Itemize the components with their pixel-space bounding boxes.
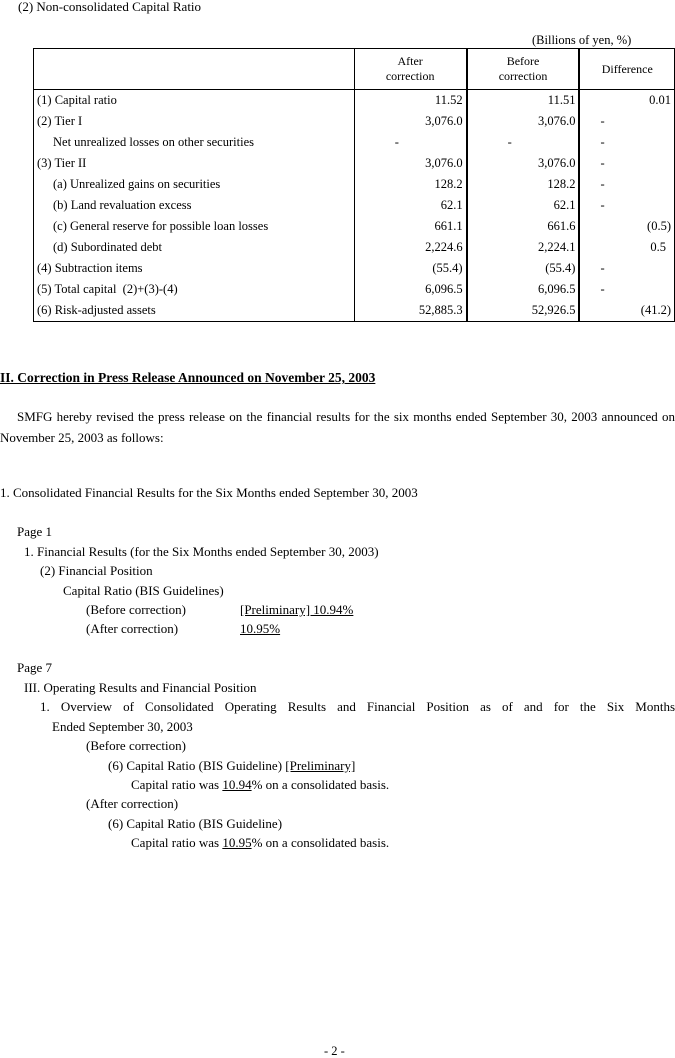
row-before: - [467, 132, 580, 153]
table-row [34, 90, 675, 112]
table-row [34, 300, 675, 322]
table-header-row [34, 49, 675, 90]
page1-line2: (2) Financial Position [40, 563, 153, 578]
table-row [34, 258, 675, 279]
row-label: (6) Risk-adjusted assets [34, 300, 355, 322]
row-after: 6,096.5 [354, 279, 466, 300]
header-before-line1: Before [506, 54, 540, 68]
row-diff: - [579, 111, 674, 132]
row-diff: - [579, 258, 674, 279]
page7-before-label: (Before correction) [86, 738, 186, 753]
header-before [467, 49, 580, 90]
row-diff: - [579, 174, 674, 195]
row-diff: (41.2) [579, 300, 674, 322]
row-label: (c) General reserve for possible loan losses [34, 216, 355, 237]
table-row [34, 174, 675, 195]
row-before: (55.4) [467, 258, 580, 279]
row-label: (a) Unrealized gains on securities [34, 174, 355, 195]
page1-label: Page 1 [17, 524, 53, 539]
page7-label: Page 7 [17, 660, 53, 675]
sentence-number: 10.95 [222, 835, 252, 850]
row-before: 661.6 [467, 216, 580, 237]
sentence-pre: Capital ratio was [131, 835, 223, 850]
row-diff: - [579, 153, 674, 174]
row-after: 661.1 [354, 216, 466, 237]
row-before: 2,224.1 [467, 237, 580, 258]
section-heading-correction: II. Correction in Press Release Announced on November 25, 2003 [0, 370, 376, 385]
row-after: 128.2 [354, 174, 466, 195]
row-label: Net unrealized losses on other securities [34, 132, 355, 153]
item-consolidated-results: 1. Consolidated Financial Results for the Six Months ended September 30, 2003 [0, 485, 418, 500]
sentence-pre: Capital ratio was [131, 777, 223, 792]
row-after: 3,076.0 [354, 153, 466, 174]
intro-paragraph: SMFG hereby revised the press release on the financial results for the six months ended September 30, 2003 announced on November 25, 2003 as follows: [0, 409, 675, 445]
page1-line1: 1. Financial Results (for the Six Months ended September 30, 2003) [24, 544, 379, 559]
row-diff: 0.5 [579, 237, 674, 258]
page7-line2a: 1. Overview of Consolidated Operating Results and Financial Position as of and for the Six Months [40, 699, 675, 714]
row-diff: - [579, 279, 674, 300]
row-label: (b) Land revaluation excess [34, 195, 355, 216]
page7-line2b: Ended September 30, 2003 [52, 719, 193, 734]
header-blank [34, 49, 355, 90]
table-row [34, 132, 675, 153]
row-after: 3,076.0 [354, 111, 466, 132]
page7-after-label: (After correction) [86, 796, 179, 811]
row-before: 3,076.0 [467, 153, 580, 174]
row-label: (d) Subordinated debt [34, 237, 355, 258]
page7-before-sentence [131, 778, 389, 793]
header-difference: Difference [579, 49, 674, 90]
row-label: (1) Capital ratio [34, 90, 355, 112]
section-title: (2) Non-consolidated Capital Ratio [18, 0, 202, 14]
row-before: 62.1 [467, 195, 580, 216]
header-before-line2: correction [498, 69, 548, 83]
row-diff: 0.01 [579, 90, 674, 112]
page1-before-label: (Before correction) [86, 602, 186, 617]
row-after: (55.4) [354, 258, 466, 279]
page1-line3: Capital Ratio (BIS Guidelines) [63, 583, 224, 598]
page1-before-value: [Preliminary] 10.94% [240, 602, 354, 617]
row-diff: (0.5) [579, 216, 674, 237]
row-label: (3) Tier II [34, 153, 355, 174]
capital-ratio-table [33, 48, 675, 322]
page1-after-value: 10.95% [240, 621, 281, 636]
page7-after-item: (6) Capital Ratio (BIS Guideline) [108, 816, 283, 831]
row-label: (4) Subtraction items [34, 258, 355, 279]
table-row [34, 216, 675, 237]
row-before: 11.51 [467, 90, 580, 112]
page7-line1: III. Operating Results and Financial Position [24, 680, 257, 695]
header-after [354, 49, 466, 90]
sentence-number: 10.94 [222, 777, 252, 792]
page7-after-sentence [131, 836, 389, 851]
row-after: 62.1 [354, 195, 466, 216]
row-before: 52,926.5 [467, 300, 580, 322]
row-label: (5) Total capital (2)+(3)-(4) [34, 279, 355, 300]
page-number: - 2 - [324, 1044, 345, 1058]
row-before: 128.2 [467, 174, 580, 195]
row-diff: - [579, 132, 674, 153]
row-label: (2) Tier I [34, 111, 355, 132]
row-after: 2,224.6 [354, 237, 466, 258]
table-row [34, 237, 675, 258]
row-before: 6,096.5 [467, 279, 580, 300]
header-after-line1: After [397, 54, 423, 68]
row-after: 52,885.3 [354, 300, 466, 322]
row-after: - [354, 132, 466, 153]
table-row [34, 195, 675, 216]
sentence-post: % on a consolidated basis. [251, 777, 390, 792]
page1-after-label: (After correction) [86, 621, 179, 636]
page7-before-prelim: [Preliminary] [285, 758, 356, 773]
header-after-line2: correction [385, 69, 435, 83]
table-row [34, 153, 675, 174]
sentence-post: % on a consolidated basis. [251, 835, 390, 850]
row-after: 11.52 [354, 90, 466, 112]
row-before: 3,076.0 [467, 111, 580, 132]
page7-before-item [108, 759, 355, 774]
units-note: (Billions of yen, %) [532, 33, 632, 47]
page7-before-item-text: (6) Capital Ratio (BIS Guideline) [108, 758, 283, 773]
table-row [34, 279, 675, 300]
table-row [34, 111, 675, 132]
row-diff: - [579, 195, 674, 216]
